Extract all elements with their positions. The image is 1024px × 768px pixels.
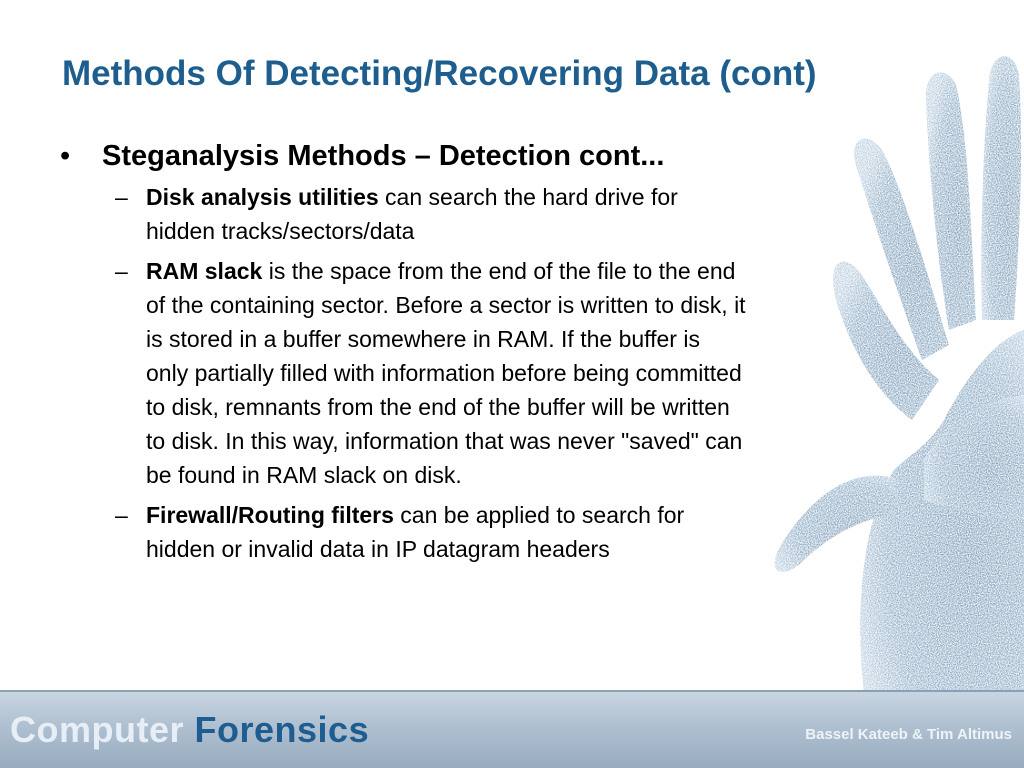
sub-bullet-ram-slack <box>60 254 746 492</box>
footer-bar <box>0 690 1024 768</box>
slide-title: Methods Of Detecting/Recovering Data (cont) <box>62 54 817 93</box>
bullet-dot-icon: • <box>60 140 71 172</box>
dash-icon: – <box>115 502 128 528</box>
dash-icon: – <box>115 258 128 284</box>
dash-icon: – <box>115 184 128 210</box>
brand-word-forensics: Forensics <box>194 709 370 750</box>
footer-authors: Bassel Kateeb & Tim Altimus <box>805 726 1012 743</box>
sub-bullet-term: RAM slack <box>146 258 263 284</box>
slide-content <box>60 138 840 572</box>
sub-bullet-list <box>60 180 840 566</box>
sub-bullet-text: can be applied to search for hidden or invalid data in IP datagram headers <box>146 502 685 562</box>
sub-bullet-text: is the space from the end of the file to the end of the containing sector. Before a sector is written to disk, it is stored in a buffer somewhere in RAM. If the buffer is only partially filled with information before being committed to disk, remnants from the end of the buffer will be written to disk. In this way, information that was never "saved" can be found in RAM slack on disk. <box>146 258 746 488</box>
brand-word-computer: Computer <box>10 709 184 750</box>
sub-bullet-term: Firewall/Routing filters <box>146 502 394 528</box>
sub-bullet-term: Disk analysis utilities <box>146 184 379 210</box>
sub-bullet-text: can search the hard drive for hidden tracks/sectors/data <box>146 184 678 244</box>
sub-bullet-disk-analysis <box>60 180 746 248</box>
footer-brand <box>10 709 369 751</box>
bullet-text: Steganalysis Methods – Detection cont... <box>102 140 665 172</box>
sub-bullet-firewall <box>60 498 746 566</box>
bullet-steganalysis <box>60 138 840 174</box>
